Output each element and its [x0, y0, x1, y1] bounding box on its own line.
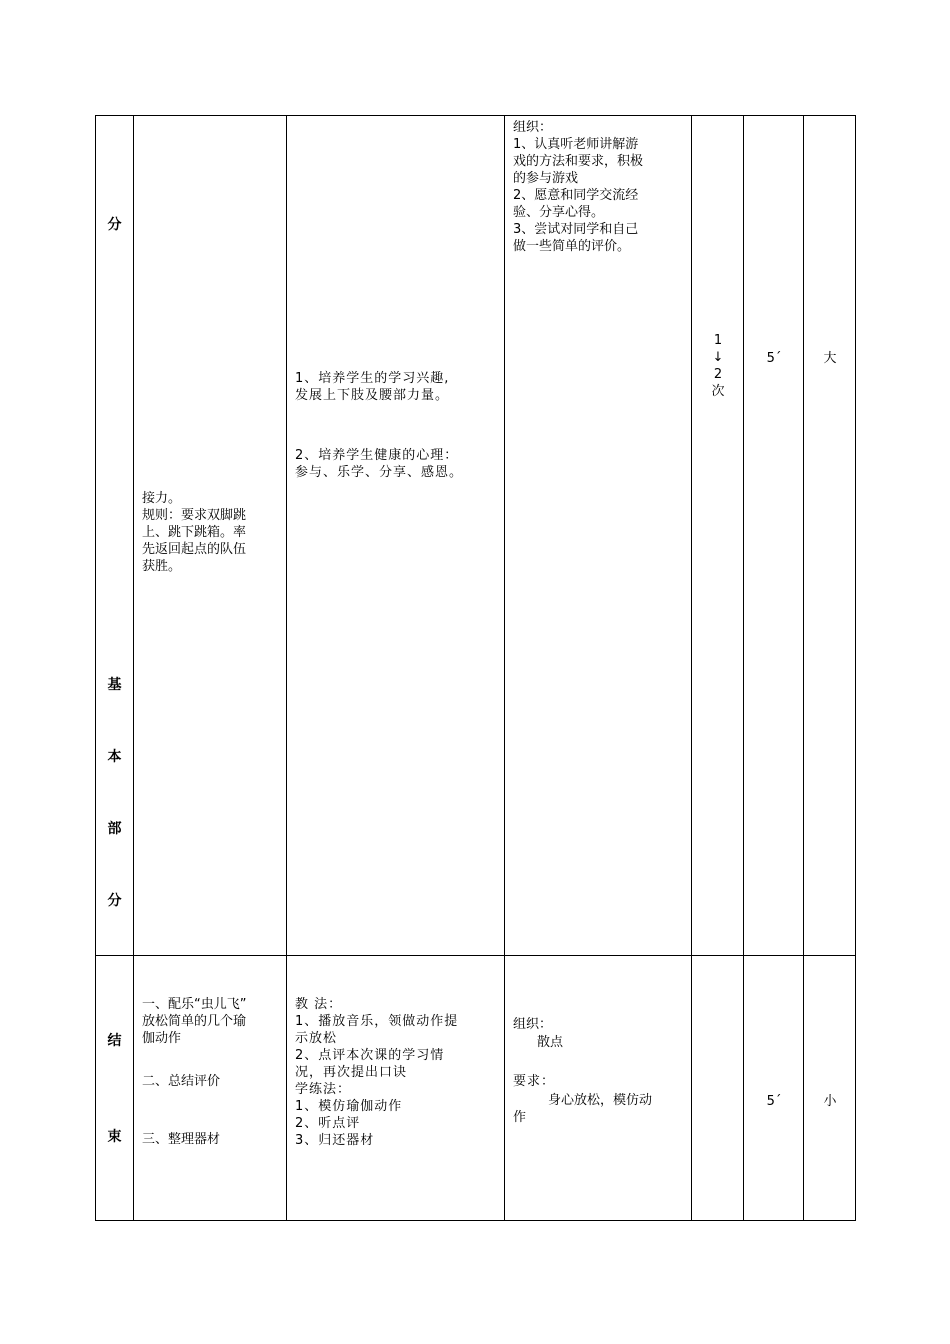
- end-section-row: [96, 956, 856, 1221]
- method-line: 学练法：: [295, 1082, 352, 1097]
- method-line: 3、归还器材: [295, 1133, 375, 1148]
- intensity-value: 大: [823, 351, 837, 366]
- end-content-1: [134, 996, 254, 1047]
- end-times-cell: [692, 956, 744, 1221]
- organization-line: 2、愿意和同学交流经: [513, 188, 639, 203]
- section-label-char: 分: [107, 893, 122, 909]
- main-goals-cell: [287, 116, 505, 956]
- end-methods-cell: [287, 956, 505, 1221]
- goal-line: 1、培养学生的学习兴趣,: [295, 371, 450, 386]
- organization-line: 1、认真听老师讲解游: [513, 137, 639, 152]
- method-line: 教 法：: [295, 997, 343, 1012]
- section-label-char: 束: [107, 1129, 122, 1145]
- organization-line: 的参与游戏: [513, 171, 579, 186]
- duration-value: 5´: [766, 1094, 782, 1109]
- content-line: 一、配乐“虫儿飞”: [142, 997, 247, 1012]
- goal-line: 发展上下肢及腰部力量。: [295, 388, 450, 403]
- method-line: 1、播放音乐，领做动作提: [295, 1014, 459, 1029]
- lesson-plan-table: [95, 115, 856, 1221]
- content-line: 上、跳下跳箱。率: [142, 525, 247, 540]
- organization-value: 散点: [537, 1035, 564, 1050]
- main-duration-cell: [744, 116, 804, 956]
- organization-line: 戏的方法和要求，积极: [513, 154, 644, 169]
- end-content-2: 二、总结评价: [142, 1074, 221, 1089]
- content-line: 规则：要求双脚跳: [142, 508, 247, 523]
- main-times-cell: [692, 116, 744, 956]
- main-organization-cell: [505, 116, 692, 956]
- goal-1: [287, 370, 457, 404]
- section-label-char: 基: [107, 677, 122, 693]
- times-line: 2: [713, 367, 723, 382]
- organization-text: [505, 119, 651, 255]
- end-duration-cell: [744, 956, 804, 1221]
- method-line: 况，再次提出口诀: [295, 1065, 408, 1080]
- intensity-value: 小: [823, 1094, 837, 1109]
- requirement-line: 作: [513, 1110, 527, 1125]
- times-line: ↓: [712, 350, 724, 365]
- end-organization-cell: [505, 956, 692, 1221]
- requirement-text: [513, 1092, 688, 1126]
- times-line: 次: [711, 384, 725, 399]
- content-line: 接力。: [142, 491, 182, 506]
- organization-line: 做一些简单的评价。: [513, 239, 631, 254]
- requirement-line: 身心放松，模仿动: [548, 1093, 653, 1108]
- goal-line: 参与、乐学、分享、感恩。: [295, 465, 464, 480]
- main-content-cell: [134, 116, 287, 956]
- section-label-char: 结: [107, 1033, 122, 1049]
- main-section-label-cell: [96, 116, 134, 956]
- method-line: 2、点评本次课的学习情: [295, 1048, 445, 1063]
- duration-value: 5´: [766, 351, 782, 366]
- organization-line: 验、分享心得。: [513, 205, 605, 220]
- content-line: 放松简单的几个瑜: [142, 1014, 247, 1029]
- method-line: 1、模仿瑜伽动作: [295, 1099, 403, 1114]
- end-section-label-cell: [96, 956, 134, 1221]
- requirement-label: 要求：: [513, 1074, 556, 1089]
- content-line: 获胜。: [142, 559, 182, 574]
- organization-label: 组织：: [513, 1017, 553, 1032]
- organization-line: 组织：: [513, 120, 553, 135]
- content-line: 先返回起点的队伍: [142, 542, 247, 557]
- times-line: 1: [713, 333, 723, 348]
- content-text: [134, 490, 254, 575]
- section-label-char: 分: [107, 217, 122, 233]
- content-line: 伽动作: [142, 1031, 182, 1046]
- main-intensity-cell: [804, 116, 856, 956]
- teaching-method: [287, 996, 466, 1149]
- method-line: 2、听点评: [295, 1116, 361, 1131]
- organization-line: 3、尝试对同学和自己: [513, 222, 639, 237]
- section-label-char: 本: [107, 749, 122, 765]
- section-label-char: 部: [107, 821, 122, 837]
- goal-line: 2、培养学生健康的心理：: [295, 448, 459, 463]
- end-intensity-cell: [804, 956, 856, 1221]
- goal-2: [287, 447, 471, 481]
- method-line: 示放松: [295, 1031, 338, 1046]
- main-section-row: [96, 116, 856, 956]
- times-text: [692, 332, 744, 400]
- end-content-cell: [134, 956, 287, 1221]
- end-content-3: 三、整理器材: [142, 1132, 221, 1147]
